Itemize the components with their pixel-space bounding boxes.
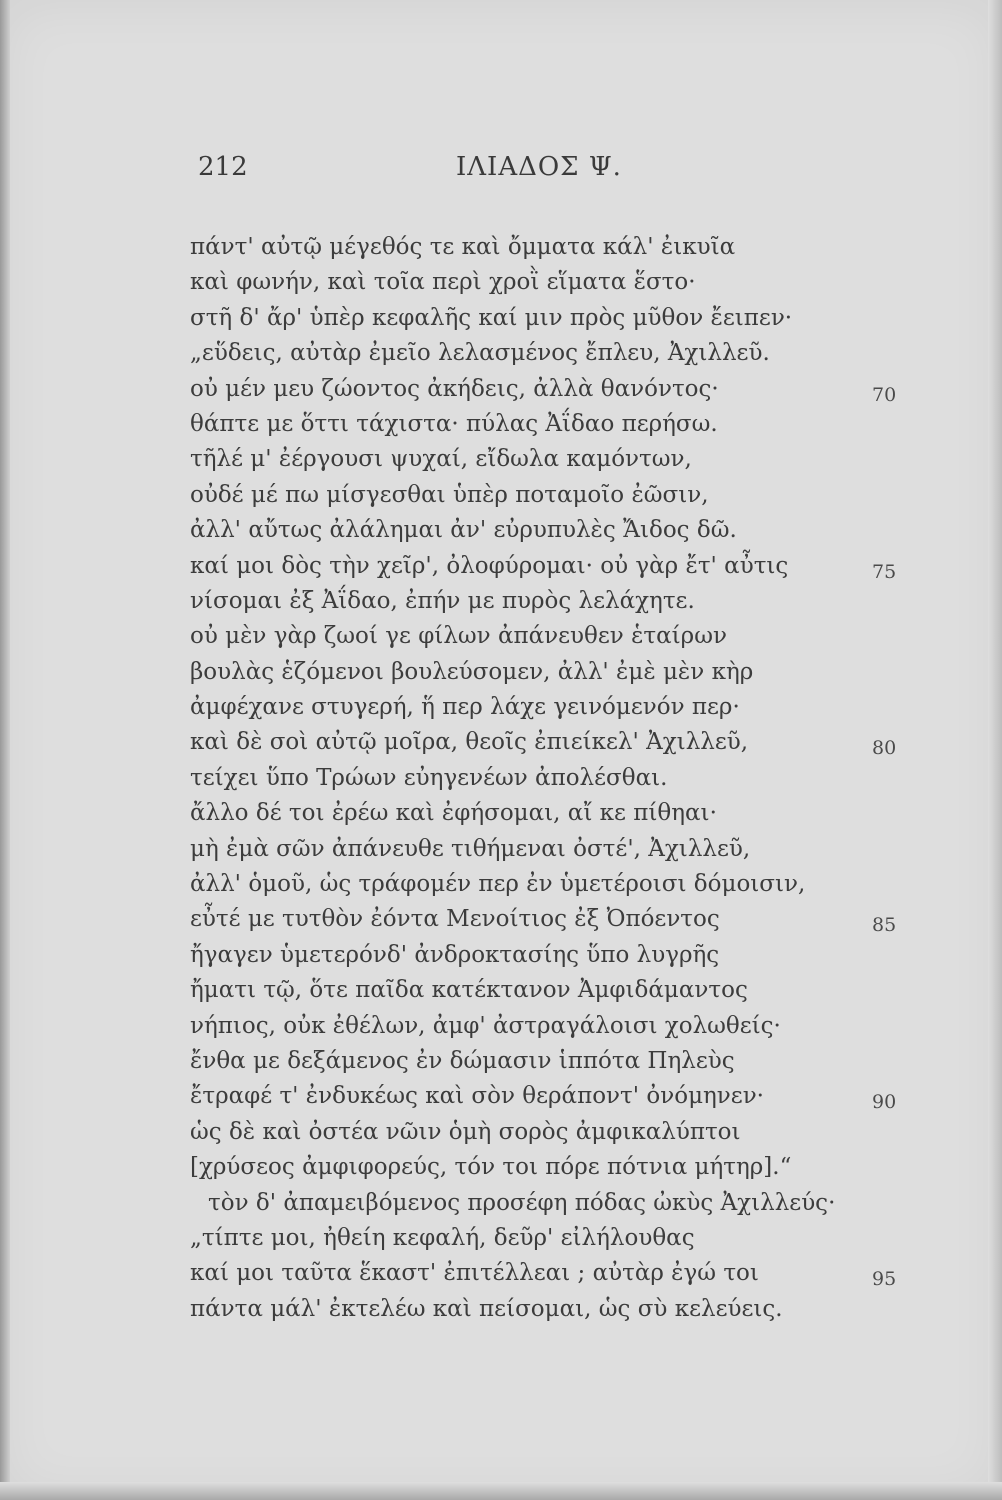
verse-line bbox=[190, 796, 910, 831]
verse-line bbox=[190, 1150, 910, 1185]
verse-line bbox=[190, 832, 910, 867]
verse-text: „εὕδεις, αὐτὰρ ἐμεῖο λελασμένος ἔπλευ, Ἀχιλλεῦ. bbox=[190, 340, 770, 367]
verse-line bbox=[190, 655, 910, 690]
verse-text: καὶ φωνήν, καὶ τοῖα περὶ χροῒ εἵματα ἕστο· bbox=[190, 269, 696, 296]
verse-text: οὐ μέν μευ ζώοντος ἀκήδεις, ἀλλὰ θανόντος· bbox=[190, 375, 719, 402]
verse-line bbox=[190, 265, 910, 300]
verse-line bbox=[190, 336, 910, 371]
verse-line bbox=[190, 1292, 910, 1327]
verse-line bbox=[190, 1079, 910, 1114]
verse-line bbox=[190, 1221, 910, 1256]
verse-line bbox=[190, 1115, 910, 1150]
verse-text: ἤγαγεν ὑμετερόνδ' ἀνδροκτασίης ὕπο λυγρῆς bbox=[190, 941, 720, 968]
verse-text: στῆ δ' ἄρ' ὑπὲρ κεφαλῆς καί μιν πρὸς μῦθον ἔειπεν· bbox=[190, 304, 793, 331]
line-number: 70 bbox=[872, 383, 897, 406]
verse-text: μὴ ἐμὰ σῶν ἀπάνευθε τιθήμεναι ὀστέ', Ἀχιλλεῦ, bbox=[190, 835, 751, 862]
page-right-edge bbox=[988, 0, 1002, 1500]
verse-text: καὶ δὲ σοὶ αὐτῷ μοῖρα, θεοῖς ἐπιείκελ' Ἀχιλλεῦ, bbox=[190, 729, 749, 756]
verse-text: ἔτραφέ τ' ἐνδυκέως καὶ σὸν θεράποντ' ὀνόμηνεν· bbox=[190, 1083, 764, 1110]
page-number: 212 bbox=[198, 152, 248, 182]
line-number: 90 bbox=[872, 1091, 897, 1114]
verse-line bbox=[190, 1256, 910, 1291]
verse-line bbox=[190, 301, 910, 336]
verse-line bbox=[190, 372, 910, 407]
verse-line bbox=[190, 1044, 910, 1079]
page-left-edge bbox=[0, 0, 10, 1500]
verse-text: νίσομαι ἐξ Ἀΐδαο, ἐπήν με πυρὸς λελάχητε. bbox=[190, 587, 695, 614]
verse-text: εὖτέ με τυτθὸν ἐόντα Μενοίτιος ἐξ Ὀπόεντος bbox=[190, 906, 720, 933]
line-number: 75 bbox=[872, 560, 897, 583]
verse-text: ἔνθα με δεξάμενος ἐν δώμασιν ἱππότα Πηλεὺς bbox=[190, 1047, 735, 1074]
verse-text: καί μοι ταῦτα ἕκαστ' ἐπιτέλλεαι ; αὐτὰρ ἐγώ τοι bbox=[190, 1260, 759, 1287]
verse-text: ἀλλ' αὔτως ἀλάλημαι ἀν' εὐρυπυλὲς Ἄιδος δῶ. bbox=[190, 517, 737, 544]
verse-text: ὡς δὲ καὶ ὀστέα νῶιν ὁμὴ σορὸς ἀμφικαλύπτοι bbox=[190, 1118, 741, 1145]
verse-text: ἄλλο δέ τοι ἐρέω καὶ ἐφήσομαι, αἴ κε πίθηαι· bbox=[190, 800, 717, 827]
verse-line bbox=[190, 902, 910, 937]
verse-text: οὐ μὲν γὰρ ζωοί γε φίλων ἀπάνευθεν ἑταίρων bbox=[190, 623, 727, 650]
verse-text: βουλὰς ἑζόμενοι βουλεύσομεν, ἀλλ' ἐμὲ μὲν κὴρ bbox=[190, 658, 754, 685]
verse-line bbox=[190, 442, 910, 477]
verse-line bbox=[190, 1009, 910, 1044]
verse-text: τὸν δ' ἀπαμειβόμενος προσέφη πόδας ὠκὺς Ἀχιλλεύς· bbox=[208, 1189, 836, 1216]
verse-line bbox=[190, 584, 910, 619]
verse-line bbox=[190, 690, 910, 725]
verse-line bbox=[190, 1186, 910, 1221]
verse-text: πάντα μάλ' ἐκτελέω καὶ πείσομαι, ὡς σὺ κελεύεις. bbox=[190, 1295, 783, 1322]
verse-text: τῆλέ μ' ἐέργουσι ψυχαί, εἴδωλα καμόντων, bbox=[190, 446, 692, 473]
verse-line bbox=[190, 478, 910, 513]
verse-line bbox=[190, 938, 910, 973]
poem-text-block bbox=[190, 230, 910, 1327]
verse-line bbox=[190, 973, 910, 1008]
verse-line bbox=[190, 407, 910, 442]
verse-line bbox=[190, 513, 910, 548]
verse-line bbox=[190, 725, 910, 760]
verse-line bbox=[190, 230, 910, 265]
verse-text: ἀλλ' ὁμοῦ, ὡς τράφομέν περ ἐν ὑμετέροισι δόμοισιν, bbox=[190, 871, 806, 898]
verse-line bbox=[190, 867, 910, 902]
verse-text: ἀμφέχανε στυγερή, ἥ περ λάχε γεινόμενόν περ· bbox=[190, 694, 740, 721]
verse-text: νήπιος, οὐκ ἐθέλων, ἀμφ' ἀστραγάλοισι χολωθείς· bbox=[190, 1012, 781, 1039]
running-title: ΙΛΙΑΔΟΣ Ψ. bbox=[456, 152, 622, 182]
line-number: 85 bbox=[872, 914, 897, 937]
verse-text: θάπτε με ὅττι τάχιστα· πύλας Ἀΐδαο περήσω. bbox=[190, 410, 718, 437]
page-bottom-edge bbox=[0, 1482, 1002, 1500]
verse-text: „τίπτε μοι, ἠθείη κεφαλή, δεῦρ' εἰλήλουθας bbox=[190, 1224, 695, 1251]
verse-line bbox=[190, 761, 910, 796]
verse-line bbox=[190, 619, 910, 654]
verse-text: οὐδέ μέ πω μίσγεσθαι ὑπὲρ ποταμοῖο ἐῶσιν, bbox=[190, 481, 709, 508]
verse-text: ἤματι τῷ, ὅτε παῖδα κατέκτανον Ἀμφιδάμαντος bbox=[190, 977, 748, 1004]
line-number: 95 bbox=[872, 1268, 897, 1291]
verse-text: καί μοι δὸς τὴν χεῖρ', ὀλοφύρομαι· οὐ γὰρ ἔτ' αὖτις bbox=[190, 552, 789, 579]
page-header bbox=[198, 152, 718, 192]
verse-line bbox=[190, 549, 910, 584]
verse-text: [χρύσεος ἀμφιφορεύς, τόν τοι πόρε πότνια μήτηρ].“ bbox=[190, 1154, 792, 1181]
verse-text: πάντ' αὐτῷ μέγεθός τε καὶ ὄμματα κάλ' ἐικυῖα bbox=[190, 234, 736, 260]
line-number: 80 bbox=[872, 737, 897, 760]
verse-text: τείχει ὕπο Τρώων εὐηγενέων ἀπολέσθαι. bbox=[190, 764, 668, 791]
